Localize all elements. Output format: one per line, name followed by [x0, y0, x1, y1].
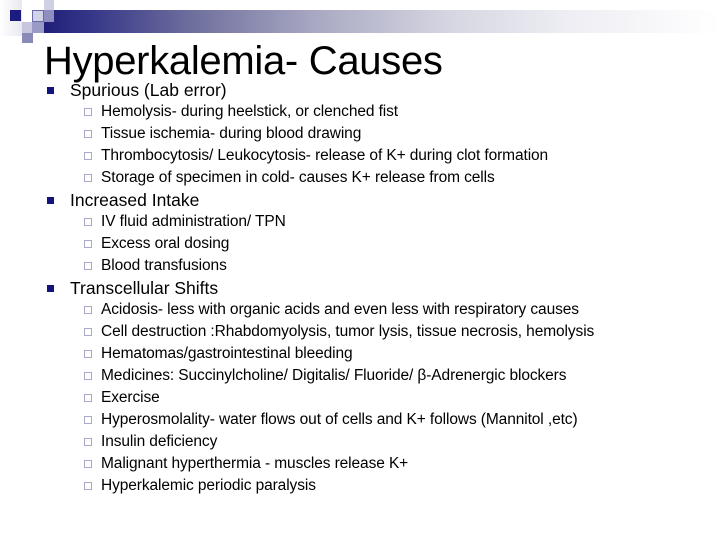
- list-item: [44, 475, 714, 497]
- hollow-square-bullet-icon: [84, 416, 92, 424]
- list-item: [44, 211, 714, 233]
- list-item: [44, 101, 714, 123]
- list-item: [44, 255, 714, 277]
- list-item-text: IV fluid administration/ TPN: [101, 213, 286, 230]
- hollow-square-bullet-icon: [84, 328, 92, 336]
- square-bullet-icon: [47, 87, 54, 94]
- sub-list-increased-intake: [44, 211, 714, 277]
- square-bullet-icon: [47, 197, 54, 204]
- section-heading: Increased Intake: [70, 190, 200, 210]
- list-item-text: Storage of specimen in cold- causes K+ release from cells: [101, 169, 495, 186]
- list-item-text: Thrombocytosis/ Leukocytosis- release of K+ during clot formation: [101, 147, 549, 164]
- list-item: [44, 299, 714, 321]
- section-spurious: [44, 79, 714, 101]
- list-item: [44, 321, 714, 343]
- decorative-square-navy: [10, 10, 21, 21]
- sub-list-spurious: [44, 101, 714, 189]
- sub-list-transcellular-shifts: [44, 299, 714, 497]
- hollow-square-bullet-icon: [84, 174, 92, 182]
- hollow-square-bullet-icon: [84, 482, 92, 490]
- list-item: [44, 145, 714, 167]
- list-item: [44, 233, 714, 255]
- list-item-text: Excess oral dosing: [101, 235, 230, 252]
- bullet-list: [44, 79, 714, 497]
- decorative-square: [22, 33, 33, 43]
- section-heading: Transcellular Shifts: [70, 278, 219, 298]
- list-item-text: Blood transfusions: [101, 257, 227, 274]
- hollow-square-bullet-icon: [84, 372, 92, 380]
- hollow-square-bullet-icon: [84, 240, 92, 248]
- list-item: [44, 453, 714, 475]
- hollow-square-bullet-icon: [84, 350, 92, 358]
- decorative-square: [32, 22, 44, 33]
- hollow-square-bullet-icon: [84, 306, 92, 314]
- list-item-text: Exercise: [101, 389, 160, 406]
- list-item: [44, 431, 714, 453]
- list-item: [44, 409, 714, 431]
- list-item-text: Acidosis- less with organic acids and even less with respiratory causes: [101, 301, 579, 318]
- sub-list-container: [44, 211, 714, 277]
- sub-list-container: [44, 299, 714, 497]
- gradient-band: [44, 10, 720, 33]
- decorative-square: [44, 10, 54, 22]
- list-item: [44, 343, 714, 365]
- list-item: [44, 387, 714, 409]
- hollow-square-bullet-icon: [84, 218, 92, 226]
- section-heading: Spurious (Lab error): [70, 80, 227, 100]
- decorative-square: [44, 0, 54, 10]
- hollow-square-bullet-icon: [84, 438, 92, 446]
- list-item-text: Malignant hyperthermia - muscles release K+: [101, 455, 409, 472]
- list-item-text: Hyperosmolality- water flows out of cells and K+ follows (Mannitol ,etc): [101, 411, 578, 428]
- hollow-square-bullet-icon: [84, 152, 92, 160]
- section-increased-intake: [44, 189, 714, 211]
- hollow-square-bullet-icon: [84, 460, 92, 468]
- slide-title: Hyperkalemia- Causes: [44, 39, 443, 83]
- list-item: [44, 167, 714, 189]
- hollow-square-bullet-icon: [84, 130, 92, 138]
- list-item-text: Medicines: Succinylcholine/ Digitalis/ Fluoride/ β-Adrenergic blockers: [101, 367, 567, 384]
- hollow-square-bullet-icon: [84, 394, 92, 402]
- list-item: [44, 365, 714, 387]
- list-item-text: Cell destruction :Rhabdomyolysis, tumor lysis, tissue necrosis, hemolysis: [101, 323, 595, 340]
- hollow-square-bullet-icon: [84, 262, 92, 270]
- sub-list-container: [44, 101, 714, 189]
- section-transcellular-shifts: [44, 277, 714, 299]
- list-item-text: Hyperkalemic periodic paralysis: [101, 477, 316, 494]
- list-item-text: Hematomas/gastrointestinal bleeding: [101, 345, 353, 362]
- hollow-square-bullet-icon: [84, 108, 92, 116]
- list-item-text: Hemolysis- during heelstick, or clenched fist: [101, 103, 399, 120]
- list-item-text: Tissue ischemia- during blood drawing: [101, 125, 362, 142]
- list-item: [44, 123, 714, 145]
- list-item-text: Insulin deficiency: [101, 433, 218, 450]
- decorative-square: [32, 10, 44, 22]
- square-bullet-icon: [47, 285, 54, 292]
